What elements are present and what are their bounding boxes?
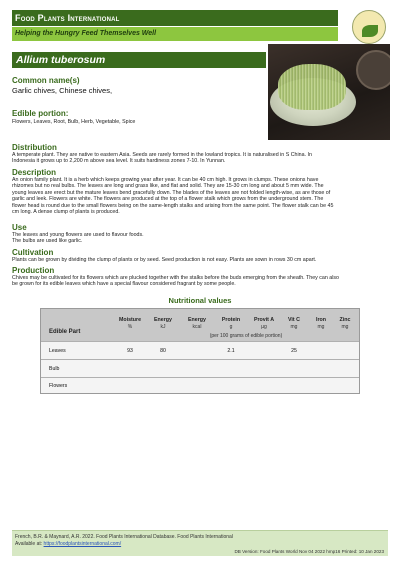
version-text: DB Version: Food Plants World Nov 04 2022 hmp16 Printed: 10 Jan 2023 <box>234 549 384 554</box>
header-zinc: Zinc <box>339 317 351 323</box>
species-name: Allium tuberosum <box>12 52 266 68</box>
database-link[interactable]: https://foodplantsinternational.com/ <box>43 541 122 547</box>
header-provit-a: Provit A <box>253 317 275 323</box>
header-energy-kj: Energy <box>154 317 172 323</box>
per-note: (per 100 grams of edible portion) <box>209 333 283 339</box>
org-logo <box>352 10 386 44</box>
description-line: flower head is round due to the small flowers being on the same-length stalks and arising from the same point. The flower stalk can be 45 <box>12 202 334 209</box>
leaf-icon <box>362 25 378 37</box>
production-line: Chives may be cultivated for its flowers which are plucked together with the stalks before the buds emerging from the sheath. They can also <box>12 275 340 281</box>
header-energy-kcal: Energy <box>188 317 206 323</box>
table-header <box>41 309 359 341</box>
row-part: Bulb <box>49 366 60 372</box>
org-tagline: Helping the Hungry Feed Themselves Well <box>12 27 338 41</box>
use-text <box>12 232 388 245</box>
edible-portion-heading: Edible portion: <box>12 109 69 118</box>
production-text <box>12 275 388 288</box>
unit-energy-kj: kJ <box>160 324 166 330</box>
cultivation-text <box>12 257 388 263</box>
unit-provit-a: µg <box>261 324 267 330</box>
nutrition-title: Nutritional values <box>168 296 232 305</box>
cultivation-line: Plants can be grown by dividing the clump of plants or by seed. Seed production is not easy. Plants are sown in rows 30 cm apart. <box>12 257 317 263</box>
photo-chives <box>278 64 346 110</box>
nutrition-table <box>40 308 360 394</box>
unit-energy-kcal: kcal <box>192 324 202 330</box>
unit-zinc: mg <box>341 324 349 330</box>
page-header <box>12 10 388 42</box>
distribution-text <box>12 152 388 165</box>
edible-part-header: Edible Part <box>49 329 81 335</box>
table-row <box>41 341 359 359</box>
photo-pot <box>356 50 390 90</box>
row-part: Flowers <box>49 383 68 389</box>
description-line: young leaves are erect but the mature leaves bend gracefully down. The blades of the leaves are not folded length-wise, as are those of <box>12 189 331 196</box>
header-iron: Iron <box>315 317 326 323</box>
header-moisture: Moisture <box>118 317 142 323</box>
use-line: The leaves and young flowers are used to flavour foods. <box>12 232 144 238</box>
description-line: rhizomes but no real bulbs. The leaves are long and grass like, and flat and solid. They are 15-30 cm long and about 5 mm wide. The <box>12 183 324 190</box>
unit-iron: mg <box>317 324 325 330</box>
cell-protein: 2.1 <box>227 348 235 354</box>
header-protein: Protein <box>221 317 241 323</box>
unit-protein: g <box>229 324 233 330</box>
distribution-line: Indonesia it grows up to 2,200 m above sea level. It suits hardiness zones 7-10. In Yunnan. <box>12 158 226 165</box>
table-row <box>41 377 359 393</box>
org-title: Food Plants International <box>12 10 338 26</box>
unit-vit-c: mg <box>290 324 298 330</box>
use-heading: Use <box>12 223 27 232</box>
available-label: Available at: <box>15 541 43 547</box>
unit-moisture: % <box>127 324 133 330</box>
use-line: The bulbs are used like garlic. <box>12 238 83 245</box>
edible-portion-text: Flowers, Leaves, Root, Bulb, Herb, Vegetable, Spice <box>12 119 136 125</box>
distribution-line: A temperate plant. They are native to eastern Asia. Seeds are rarely formed in the lowland tropics. It is naturalised in S China. In <box>12 152 312 158</box>
common-names-text: Garlic chives, Chinese chives, <box>12 86 113 95</box>
description-text <box>12 177 388 215</box>
description-line: cm long. A dense clump of plants is produced. <box>12 209 120 216</box>
description-heading: Description <box>12 168 57 177</box>
description-line: garlic and leek. Flowers are white. The flowers are produced at the top of a flower stalk which grows from the underground stem. The <box>12 196 324 203</box>
production-heading: Production <box>12 266 55 275</box>
row-part: Leaves <box>49 348 66 354</box>
citation-text: French, B.R. & Maynard, A.R. 2022. Food Plants International Database. Food Plants International <box>15 534 233 540</box>
availability-line <box>15 541 121 547</box>
header-vit-c: Vit C <box>288 317 300 323</box>
page-footer <box>12 530 388 556</box>
cell-moisture: 93 <box>127 348 133 354</box>
cultivation-heading: Cultivation <box>12 248 54 257</box>
description-line: An onion family plant. It is a herb which keeps growing year after year. It can be 40 cm high. It grows in clumps. These onions have <box>12 177 319 183</box>
common-names-heading: Common name(s) <box>12 76 80 85</box>
production-line: be grown for its edible leaves which have a special flavour considered fragrant by some people. <box>12 281 236 288</box>
plant-photo <box>268 44 390 140</box>
cell-vit-c: 25 <box>291 348 297 354</box>
cell-energy-kj: 80 <box>160 348 166 354</box>
distribution-heading: Distribution <box>12 143 57 152</box>
table-row <box>41 359 359 377</box>
